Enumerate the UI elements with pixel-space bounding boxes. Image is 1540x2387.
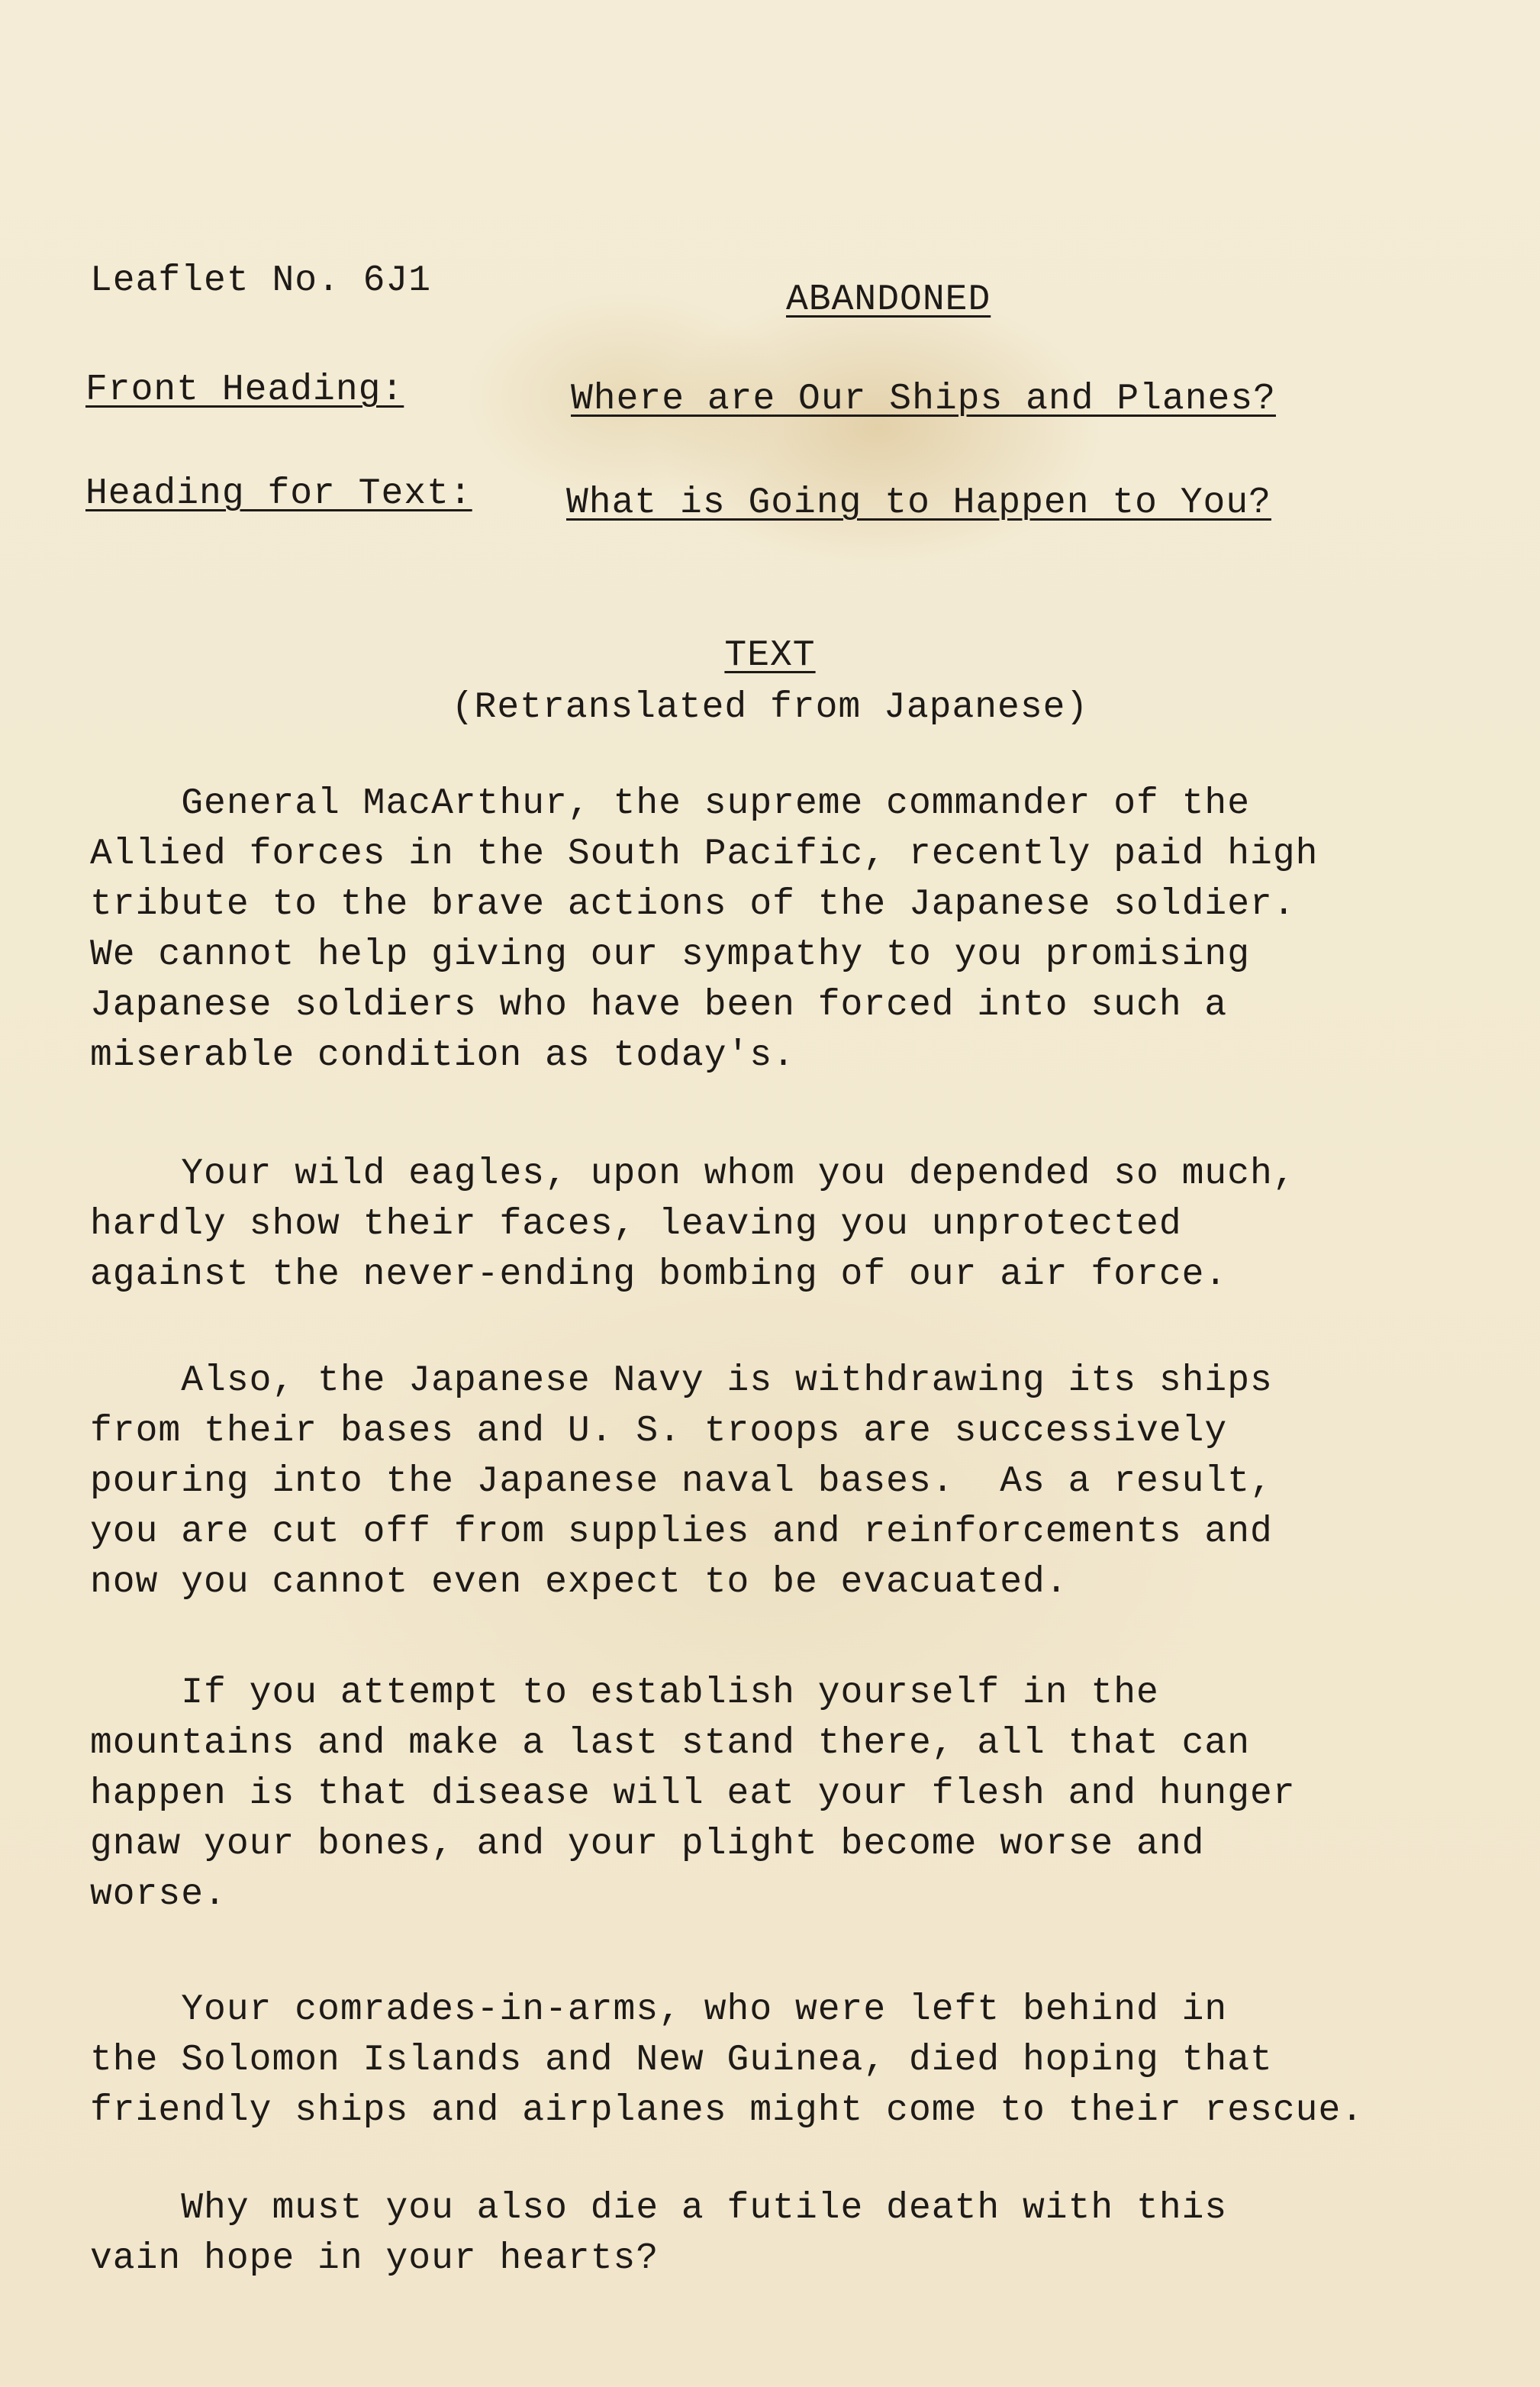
paragraph-line: friendly ships and airplanes might come to their rescue. xyxy=(90,2090,1364,2131)
paragraph-line: happen is that disease will eat your flesh and hunger xyxy=(90,1773,1296,1814)
leaflet-title: ABANDONED xyxy=(786,279,991,321)
leaflet-number: Leaflet No. 6J1 xyxy=(90,260,432,302)
body-paragraph xyxy=(90,1985,1509,2136)
paragraph-line: gnaw your bones, and your plight become worse and xyxy=(90,1824,1205,1865)
paragraph-line: hardly show their faces, leaving you unprotected xyxy=(90,1204,1182,1245)
body-paragraph xyxy=(90,1668,1509,1920)
body-paragraph xyxy=(90,779,1509,1081)
text-heading-label: Heading for Text: xyxy=(85,473,472,514)
paragraph-line: vain hope in your hearts? xyxy=(90,2238,659,2279)
paragraph-line: Your comrades-in-arms, who were left behind in xyxy=(90,1989,1228,2031)
paragraph-line: General MacArthur, the supreme commander of the xyxy=(90,783,1251,824)
text-heading-value: What is Going to Happen to You? xyxy=(566,482,1271,524)
paragraph-line: If you attempt to establish yourself in the xyxy=(90,1673,1159,1714)
paragraph-line: We cannot help giving our sympathy to you promising xyxy=(90,934,1251,976)
paragraph-line: Also, the Japanese Navy is withdrawing its ships xyxy=(90,1360,1273,1402)
body-paragraph xyxy=(90,2183,1509,2284)
paragraph-line: you are cut off from supplies and reinforcements and xyxy=(90,1511,1273,1553)
paragraph-line: miserable condition as today's. xyxy=(90,1035,795,1076)
paragraph-line: worse. xyxy=(90,1874,227,1915)
paragraph-line: from their bases and U. S. troops are successively xyxy=(90,1411,1228,1452)
paragraph-line: now you cannot even expect to be evacuated. xyxy=(90,1562,1068,1603)
paragraph-line: tribute to the brave actions of the Japanese soldier. xyxy=(90,884,1296,925)
paragraph-line: against the never-ending bombing of our air force. xyxy=(90,1254,1228,1295)
paragraph-line: mountains and make a last stand there, all that can xyxy=(90,1723,1251,1764)
section-subtitle: (Retranslated from Japanese) xyxy=(451,687,1089,728)
body-paragraph xyxy=(90,1356,1509,1608)
body-paragraph xyxy=(90,1149,1509,1300)
paragraph-line: Allied forces in the South Pacific, recently paid high xyxy=(90,834,1319,875)
section-title xyxy=(0,631,1540,681)
front-heading-label: Front Heading: xyxy=(85,369,404,411)
paragraph-line: pouring into the Japanese naval bases. As a result, xyxy=(90,1461,1273,1502)
section-title-text: TEXT xyxy=(724,635,816,676)
paragraph-line: the Solomon Islands and New Guinea, died hoping that xyxy=(90,2040,1273,2081)
paragraph-line: Why must you also die a futile death with this xyxy=(90,2188,1228,2229)
front-heading-value: Where are Our Ships and Planes? xyxy=(571,379,1276,420)
paragraph-line: Japanese soldiers who have been forced into such a xyxy=(90,985,1228,1026)
paragraph-line: Your wild eagles, upon whom you depended so much, xyxy=(90,1153,1296,1195)
